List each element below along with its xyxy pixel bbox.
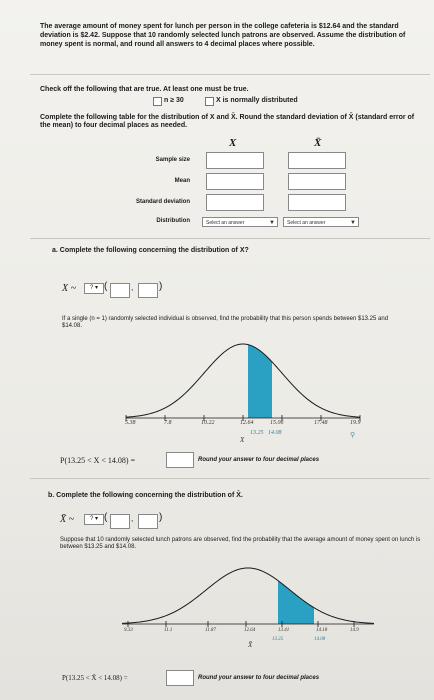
column-header-x: X <box>229 137 237 149</box>
part-a-dist-select[interactable]: ? ▾ <box>84 283 104 294</box>
x-distribution-select[interactable] <box>202 217 278 227</box>
part-a-tick-label: 17.48 <box>314 420 328 426</box>
part-a-curve <box>126 344 360 417</box>
part-b-axis-var: X̄ <box>248 641 253 649</box>
close-paren: ) <box>159 512 163 523</box>
part-b-prob-expression: P(13.25 < X̄ < 14.08) = <box>62 674 128 682</box>
part-b-tick-label: 12.64 <box>244 628 256 633</box>
column-header-xbar: X̄ <box>314 137 322 149</box>
part-a-round-note: Round your answer to four decimal places <box>198 457 320 463</box>
checkbox-n-ge-30[interactable] <box>153 97 162 106</box>
x-distribution-select-value: Select an answer <box>206 220 245 226</box>
part-a-prompt: a. Complete the following concerning the distribution of X? <box>52 247 249 254</box>
comma: , <box>131 283 134 292</box>
part-b-tick-label: 9.33 <box>124 628 133 633</box>
table-instruction: Complete the following table for the distribution of X and X̄. Round the standard deviation of X̄ (standard error of the mean) to four decimal places as needed. <box>40 114 415 129</box>
part-a-axis-var: X <box>240 436 245 444</box>
part-a-extra-tick: 14.08 <box>268 430 282 436</box>
divider <box>30 74 430 75</box>
chevron-down-icon: ▼ <box>269 220 275 226</box>
check-instruction: Check off the following that are true. At least one must be true. <box>40 86 249 93</box>
divider <box>30 478 430 479</box>
part-b-curve <box>122 568 374 623</box>
xbar-sample-size-input[interactable] <box>288 152 346 169</box>
part-b-question: Suppose that 10 randomly selected lunch patrons are observed, find the probability that the average amount of money spent on lunch is between $13.25 and $14.08. <box>60 537 421 550</box>
problem-statement: The average amount of money spent for lunch per person in the college cafeteria is $12.64 and the standard deviation is $2.42. Suppose that 10 randomly selected lunch patrons are observed. Assume the distribution of money spent is normal, and round all answers to 4 decimal places where possible. <box>40 23 406 48</box>
part-a-answer-input[interactable] <box>166 452 194 468</box>
part-a-param1-input[interactable] <box>110 283 130 298</box>
part-b-dist-prefix: X̄ ~ <box>60 514 75 525</box>
part-a-tick-label: 15.06 <box>270 420 284 426</box>
chevron-down-icon: ▼ <box>350 220 356 226</box>
checkbox-n-ge-30-label: n ≥ 30 <box>164 97 184 104</box>
open-paren: ( <box>104 512 108 523</box>
part-a-prob-expression: P(13.25 < X < 14.08) = <box>60 456 136 465</box>
part-b-extra-tick: 13.25 <box>272 637 284 642</box>
part-a-shaded-area <box>248 345 272 418</box>
part-b-param1-input[interactable] <box>110 514 130 529</box>
part-b-tick-label: 11.87 <box>205 628 216 633</box>
part-b-tick-label: 14.18 <box>316 628 328 633</box>
part-b-tick-label: 13.41 <box>278 628 290 633</box>
part-a-tick-label: 12.64 <box>240 420 254 426</box>
part-b-tick-label: 14.9 <box>350 628 359 633</box>
divider <box>30 238 430 239</box>
close-paren: ) <box>159 281 163 292</box>
row-label-sample-size: Sample size <box>155 157 190 163</box>
part-b-tick-label: 11.1 <box>164 628 173 633</box>
part-a-tick-label: 7.8 <box>164 420 172 426</box>
xbar-mean-input[interactable] <box>288 173 346 190</box>
part-a-tick-label: 10.22 <box>201 420 215 426</box>
x-std-dev-input[interactable] <box>206 194 264 211</box>
row-label-std-dev: Standard deviation <box>135 199 190 205</box>
row-label-distribution: Distribution <box>156 218 190 224</box>
part-b-answer-input[interactable] <box>166 670 194 686</box>
part-b-dist-select[interactable]: ? ▾ <box>84 514 104 525</box>
part-b-extra-tick: 14.08 <box>314 637 326 642</box>
x-sample-size-input[interactable] <box>206 152 264 169</box>
part-a-tick-label: 5.38 <box>125 420 136 426</box>
part-b-shaded-area <box>278 581 314 624</box>
part-a-dist-prefix: X ~ <box>62 283 77 294</box>
part-a-tick-label: 19.9 <box>350 420 361 426</box>
open-paren: ( <box>104 281 108 292</box>
xbar-distribution-select[interactable] <box>283 217 359 227</box>
part-a-question: If a single (n = 1) randomly selected individual is observed, find the probability that this person spends between $13.25 and $14.08. <box>62 316 389 329</box>
part-b-prompt: b. Complete the following concerning the distribution of X̄. <box>48 492 243 499</box>
comma: , <box>131 514 134 523</box>
row-label-mean: Mean <box>174 178 190 184</box>
x-mean-input[interactable] <box>206 173 264 190</box>
xbar-distribution-select-value: Select an answer <box>287 220 326 226</box>
zoom-icon[interactable]: ⚲ <box>350 432 356 439</box>
part-a-param2-input[interactable] <box>138 283 158 298</box>
part-b-round-note: Round your answer to four decimal places <box>198 675 320 681</box>
xbar-std-dev-input[interactable] <box>288 194 346 211</box>
part-b-param2-input[interactable] <box>138 514 158 529</box>
part-a-extra-tick: 13.25 <box>250 430 264 436</box>
checkbox-x-normal-label: X is normally distributed <box>216 97 298 104</box>
checkbox-x-normal[interactable] <box>205 97 214 106</box>
